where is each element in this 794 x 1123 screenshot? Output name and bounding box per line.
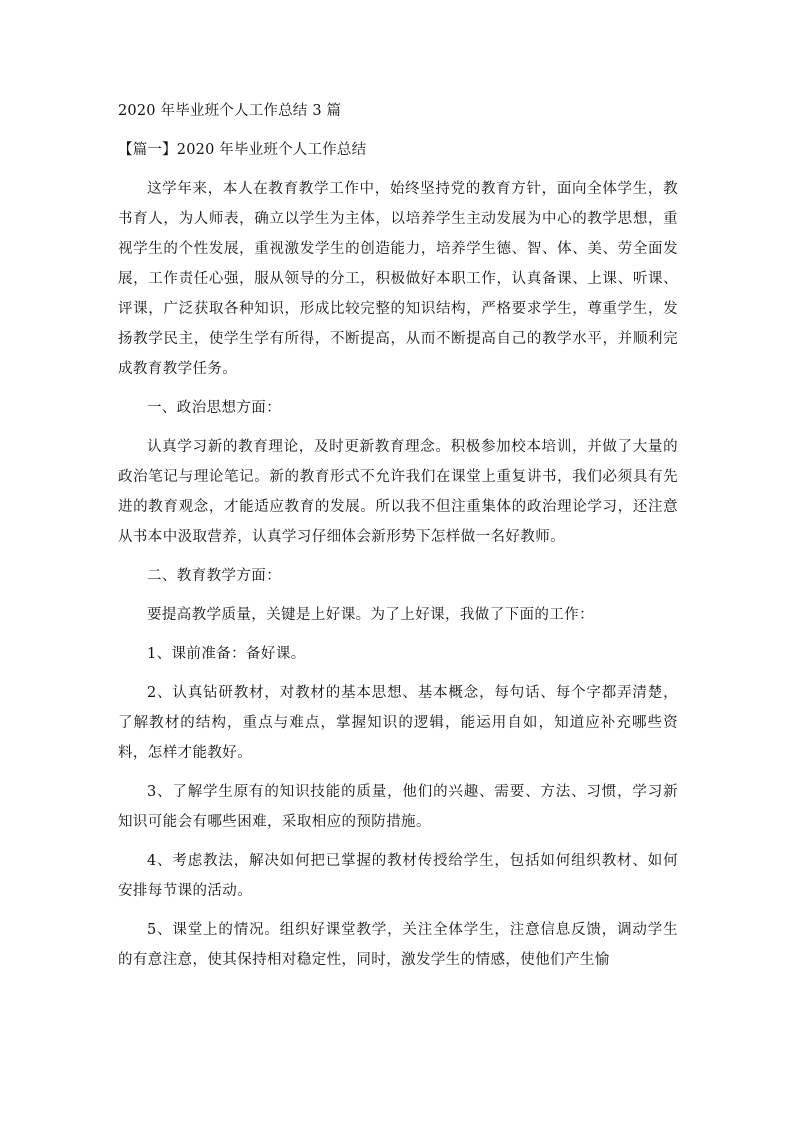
list-item-2: 2、认真钻研教材，对教材的基本思想、基本概念，每句话、每个字都弄清楚，了解教材的结构，重点与难点，掌握知识的逻辑，能运用自如，知道应补充哪些资料，怎样才能教好。: [118, 685, 678, 761]
paragraph-political-thought: 认真学习新的教育理论，及时更新教育理念。积极参加校本培训，并做了大量的政治笔记与理论笔记。新的教育形式不允许我们在课堂上重复讲书，我们必须具有先进的教育观念，才能适应教育的发展。所以我不但注重集体的政治理论学习，还注意从书本中汲取营养，认真学习仔细体会新形势下怎样做一名好教师。: [118, 439, 678, 545]
heading-education-teaching: 二、教育教学方面：: [147, 568, 282, 584]
heading-political-thought: 一、政治思想方面：: [147, 400, 282, 416]
list-item-1: 1、课前准备：备好课。: [147, 646, 306, 662]
paragraph-intro: 这学年来，本人在教育教学工作中，始终坚持党的教育方针，面向全体学生，教书育人，为人师表，确立以学生为主体，以培养学生主动发展为中心的教学思想，重视学生的个性发展，重视激发学生的创造能力，培养学生德、智、体、美、劳全面发展，工作责任心强，服从领导的分工，积极做好本职工作，认真备课、上课、听课、评课，广泛获取各种知识，形成比较完整的知识结构，严格要求学生，尊重学生，发扬教学民主，使学生学有所得，不断提高，从而不断提高自己的教学水平，并顺利完成教育教学任务。: [118, 181, 678, 377]
list-item-3: 3、了解学生原有的知识技能的质量，他们的兴趣、需要、方法、习惯，学习新知识可能会有哪些困难，采取相应的预防措施。: [118, 784, 678, 830]
list-item-5: 5、课堂上的情况。组织好课堂教学，关注全体学生，注意信息反馈，调动学生的有意注意，使其保持相对稳定性，同时，激发学生的情感，使他们产生愉: [118, 922, 678, 968]
document-body: [118, 96, 678, 975]
document-title: 2020 年毕业班个人工作总结 3 篇: [118, 103, 342, 119]
paragraph-teaching-quality: 要提高教学质量，关键是上好课。为了上好课，我做了下面的工作：: [147, 607, 594, 623]
section-title: 【篇一】2020 年毕业班个人工作总结: [118, 142, 367, 158]
list-item-4: 4、考虑教法，解决如何把已掌握的教材传授给学生，包括如何组织教材、如何安排每节课的活动。: [118, 853, 678, 899]
